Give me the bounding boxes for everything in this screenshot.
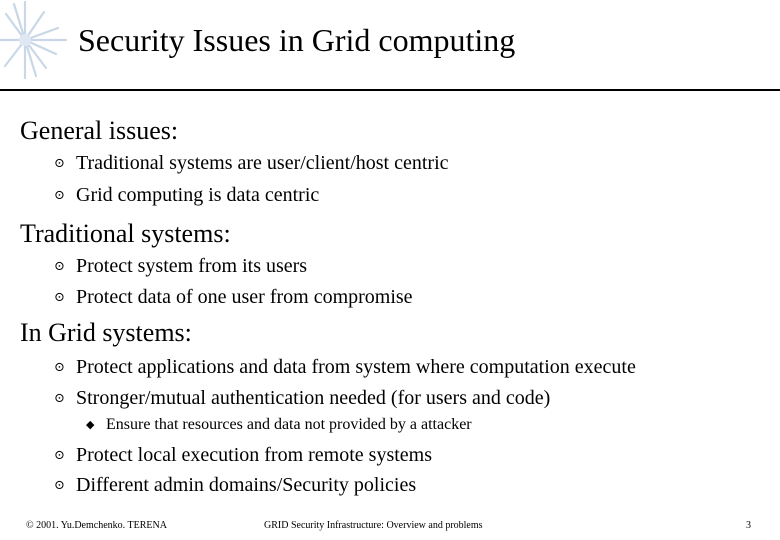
- bullet-circle-icon: ⊙: [54, 477, 65, 492]
- bullet-text: Stronger/mutual authentication needed (for users and code): [76, 387, 551, 409]
- slide-title: Security Issues in Grid computing: [78, 22, 516, 58]
- bullet-item: [54, 473, 416, 497]
- bullet-item: [54, 183, 319, 207]
- starburst-logo-icon: [0, 0, 70, 80]
- bullet-text: Different admin domains/Security policies: [76, 474, 417, 496]
- bullet-item: [54, 285, 413, 309]
- bullet-item: [54, 386, 550, 410]
- bullet-item: [54, 151, 449, 175]
- bullet-text: Grid computing is data centric: [76, 184, 320, 206]
- bullet-text: Protect data of one user from compromise: [76, 286, 413, 308]
- section-heading-general-issues: General issues:: [20, 116, 179, 145]
- section-heading-grid-systems: In Grid systems:: [20, 318, 192, 347]
- sub-bullet-text: Ensure that resources and data not provided by a attacker: [106, 416, 472, 433]
- bullet-circle-icon: ⊙: [54, 187, 65, 202]
- bullet-circle-icon: ⊙: [54, 155, 65, 170]
- bullet-text: Protect local execution from remote systems: [76, 444, 433, 466]
- bullet-text: Protect system from its users: [76, 255, 308, 277]
- section-heading-traditional-systems: Traditional systems:: [20, 219, 231, 248]
- bullet-item: [54, 254, 307, 278]
- sub-bullet-item: [86, 415, 472, 435]
- bullet-circle-icon: ⊙: [54, 359, 65, 374]
- bullet-circle-icon: ⊙: [54, 447, 65, 462]
- bullet-text: Protect applications and data from system where computation execute: [76, 356, 636, 378]
- bullet-text: Traditional systems are user/client/host centric: [76, 152, 449, 174]
- bullet-item: [54, 355, 636, 379]
- diamond-bullet-icon: ◆: [86, 419, 95, 431]
- title-divider: [0, 89, 780, 91]
- footer-copyright: © 2001. Yu.Demchenko. TERENA: [26, 520, 167, 531]
- bullet-circle-icon: ⊙: [54, 289, 65, 304]
- bullet-circle-icon: ⊙: [54, 258, 65, 273]
- page-number: 3: [746, 520, 751, 531]
- footer-title: GRID Security Infrastructure: Overview and problems: [264, 520, 483, 531]
- bullet-item: [54, 443, 432, 467]
- bullet-circle-icon: ⊙: [54, 390, 65, 405]
